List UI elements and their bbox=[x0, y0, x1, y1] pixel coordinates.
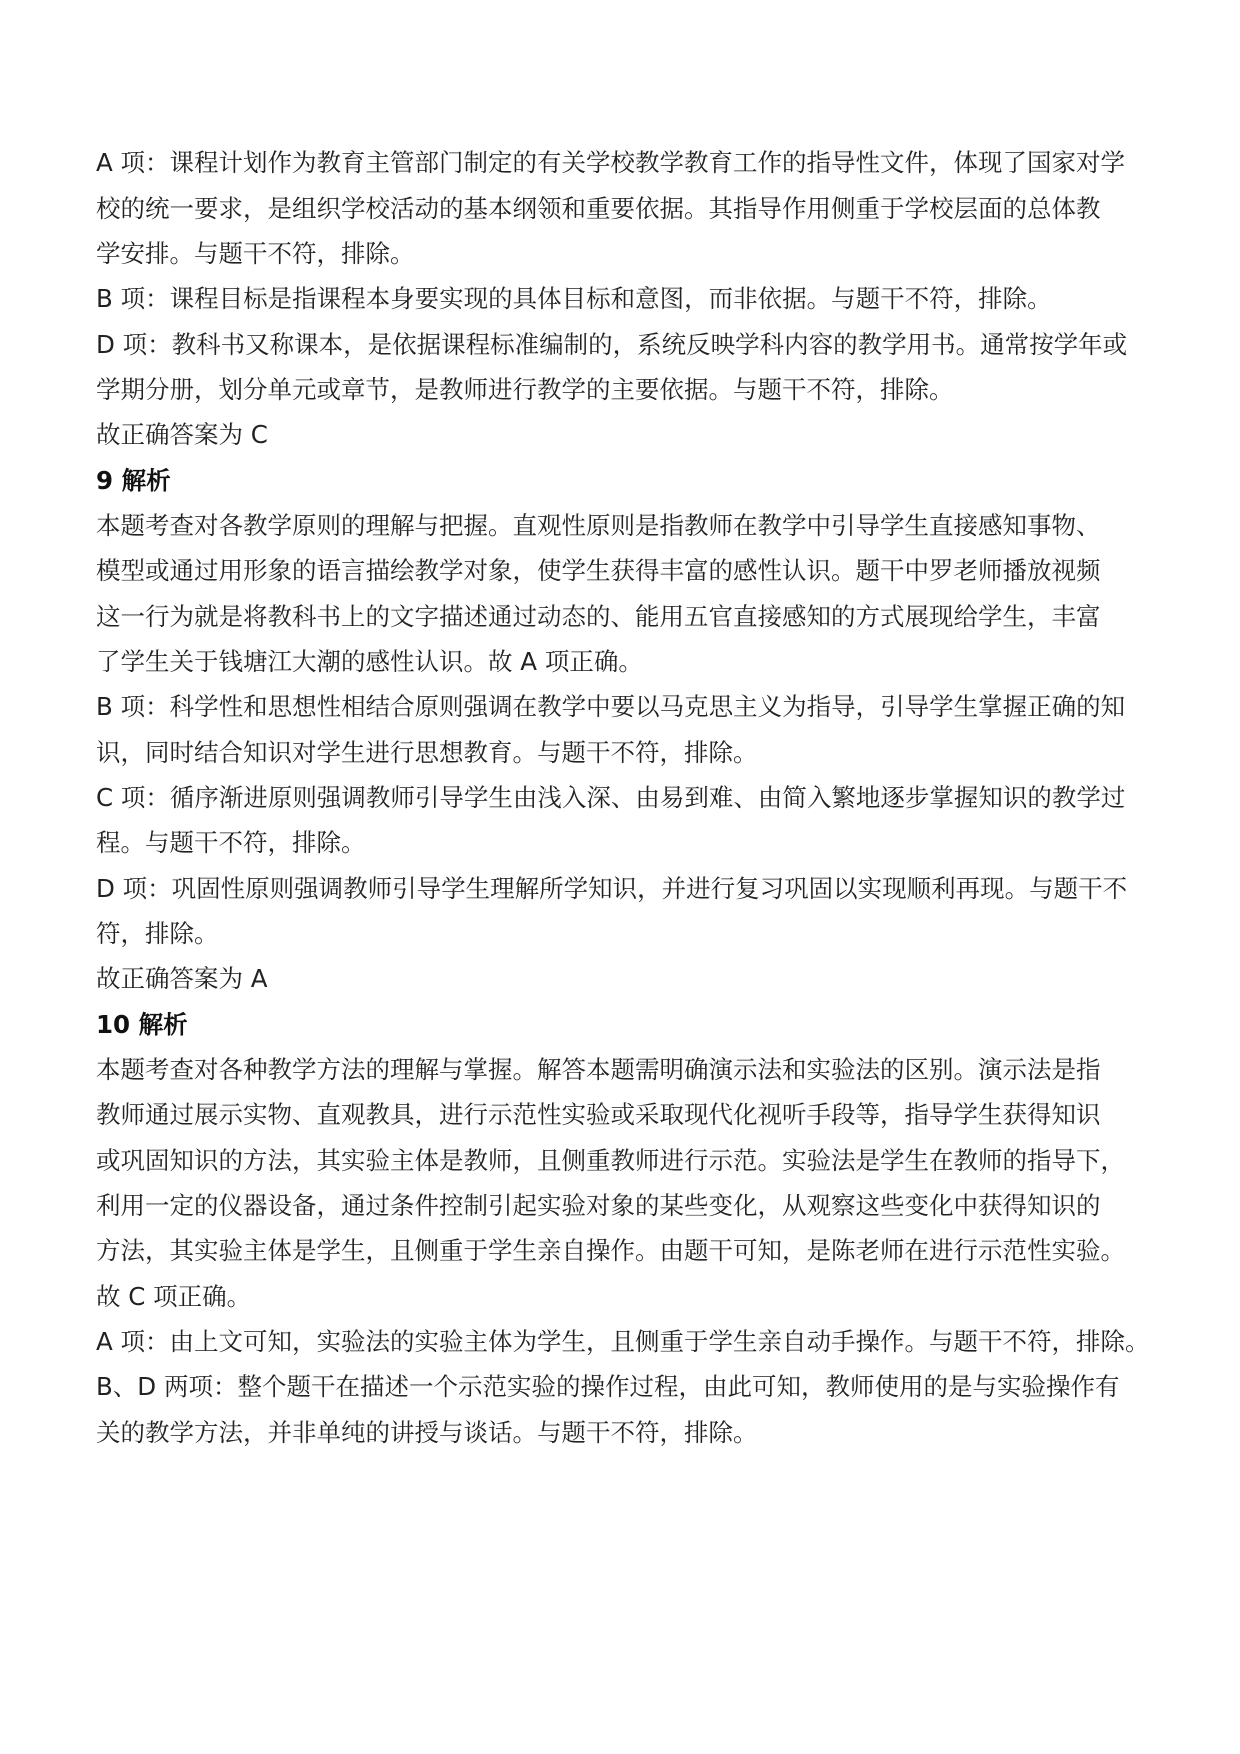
text-line: 校的统一要求，是组织学校活动的基本纲领和重要依据。其指导作用侧重于学校层面的总体教 bbox=[96, 194, 1101, 223]
text-line: C 项：循序渐进原则强调教师引导学生由浅入深、由易到难、由简入繁地逐步掌握知识的教学过 bbox=[96, 783, 1126, 812]
text-line: D 项：巩固性原则强调教师引导学生理解所学知识，并进行复习巩固以实现顺利再现。与题干不 bbox=[96, 874, 1128, 903]
text-line: 故 C 项正确。 bbox=[96, 1282, 252, 1311]
text-line: 了学生关于钱塘江大潮的感性认识。故 A 项正确。 bbox=[96, 647, 643, 676]
text-line: B、D 两项：整个题干在描述一个示范实验的操作过程，由此可知，教师使用的是与实验操作有 bbox=[96, 1372, 1120, 1401]
text-line: D 项：教科书又称课本，是依据课程标准编制的，系统反映学科内容的教学用书。通常按学年或 bbox=[96, 330, 1128, 359]
text-line: 程。与题干不符，排除。 bbox=[96, 828, 366, 857]
text-line: 识，同时结合知识对学生进行思想教育。与题干不符，排除。 bbox=[96, 738, 758, 767]
text-line: A 项：课程计划作为教育主管部门制定的有关学校教学教育工作的指导性文件，体现了国家对学 bbox=[96, 148, 1126, 177]
text-line: 或巩固知识的方法，其实验主体是教师，且侧重教师进行示范。实验法是学生在教师的指导下， bbox=[96, 1146, 1125, 1175]
text-line: 本题考查对各种教学方法的理解与掌握。解答本题需明确演示法和实验法的区别。演示法是指 bbox=[96, 1055, 1101, 1084]
section-heading-10: 10 解析 bbox=[96, 1010, 188, 1039]
text-line: 学安排。与题干不符，排除。 bbox=[96, 239, 415, 268]
answer-line: 故正确答案为 C bbox=[96, 420, 268, 449]
text-line: A 项：由上文可知，实验法的实验主体为学生，且侧重于学生亲自动手操作。与题干不符，排除。 bbox=[96, 1327, 1150, 1356]
text-line: 本题考查对各教学原则的理解与把握。直观性原则是指教师在教学中引导学生直接感知事物、 bbox=[96, 511, 1101, 540]
text-line: B 项：科学性和思想性相结合原则强调在教学中要以马克思主义为指导，引导学生掌握正确的知 bbox=[96, 692, 1126, 721]
answer-line: 故正确答案为 A bbox=[96, 964, 268, 993]
text-line: 符，排除。 bbox=[96, 919, 219, 948]
section-heading-9: 9 解析 bbox=[96, 466, 171, 495]
text-line: 关的教学方法，并非单纯的讲授与谈话。与题干不符，排除。 bbox=[96, 1418, 758, 1447]
text-line: 方法，其实验主体是学生，且侧重于学生亲自操作。由题干可知，是陈老师在进行示范性实验。 bbox=[96, 1236, 1125, 1265]
text-line: 利用一定的仪器设备，通过条件控制引起实验对象的某些变化，从观察这些变化中获得知识的 bbox=[96, 1191, 1101, 1220]
text-line: 模型或通过用形象的语言描绘教学对象，使学生获得丰富的感性认识。题干中罗老师播放视频 bbox=[96, 556, 1101, 585]
text-line: 这一行为就是将教科书上的文字描述通过动态的、能用五官直接感知的方式展现给学生，丰富 bbox=[96, 602, 1101, 631]
text-line: 学期分册，划分单元或章节，是教师进行教学的主要依据。与题干不符，排除。 bbox=[96, 375, 954, 404]
text-line: 教师通过展示实物、直观教具，进行示范性实验或采取现代化视听手段等，指导学生获得知识 bbox=[96, 1100, 1101, 1129]
text-line: B 项：课程目标是指课程本身要实现的具体目标和意图，而非依据。与题干不符，排除。 bbox=[96, 284, 1052, 313]
